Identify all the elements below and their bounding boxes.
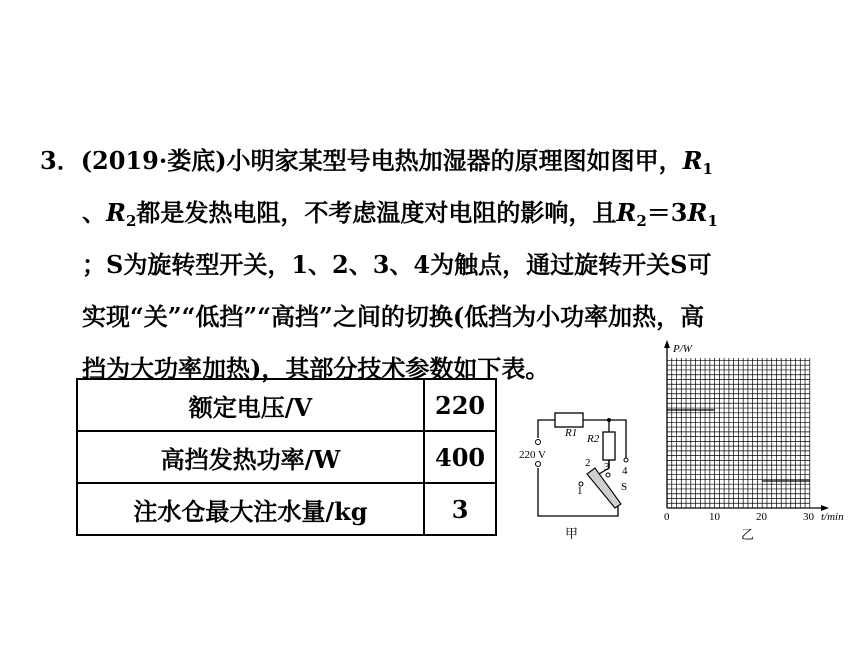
x-tick-label: 20 bbox=[756, 511, 767, 523]
table-cell-label: 额定电压/V bbox=[77, 379, 424, 431]
graph-caption: 乙 bbox=[741, 527, 755, 542]
question-number: 3． bbox=[40, 146, 81, 175]
contact-3 bbox=[606, 473, 610, 477]
table-cell-value: 400 bbox=[424, 431, 496, 483]
question-line-3: ；S为旋转型开关，1、2、3、4为触点，通过旋转开关S可 bbox=[82, 250, 712, 279]
question-line-5: 挡为大功率加热)，其部分技术参数如下表。 bbox=[82, 354, 550, 383]
table-cell-value: 3 bbox=[424, 483, 496, 535]
r2-label: R2 bbox=[587, 433, 600, 445]
r1-label: R1 bbox=[565, 427, 578, 439]
resistor-r2 bbox=[603, 432, 615, 460]
rotary-switch-s bbox=[587, 468, 621, 508]
question-line-1: 3．(2019·娄底)小明家某型号电热加湿器的原理图如图甲，$R_1$ bbox=[40, 146, 713, 178]
terminal-top bbox=[536, 440, 541, 445]
y-axis-arrow bbox=[664, 340, 670, 348]
contact-4-label: 4 bbox=[622, 465, 628, 477]
y-axis-label: P/W bbox=[673, 343, 692, 355]
contact-1-label: 1 bbox=[577, 485, 583, 497]
circuit-wire-4 bbox=[609, 420, 626, 458]
parameter-table bbox=[76, 378, 497, 536]
x-tick-label: 30 bbox=[803, 511, 814, 523]
x-axis-label: t/min bbox=[821, 511, 844, 523]
contact-2-label: 2 bbox=[585, 457, 591, 469]
question-line-4: 实现“关”“低挡”“高挡”之间的切换(低挡为小功率加热，高 bbox=[82, 302, 705, 331]
table-cell-value: 220 bbox=[424, 379, 496, 431]
table-row bbox=[77, 431, 496, 483]
contact-3-label: 3 bbox=[604, 461, 610, 473]
table-cell-label: 高挡发热功率/W bbox=[77, 431, 424, 483]
circuit-diagram bbox=[505, 398, 650, 546]
x-tick-label: 0 bbox=[664, 511, 670, 523]
terminal-bottom bbox=[536, 462, 541, 467]
table-row bbox=[77, 379, 496, 431]
x-tick-label: 10 bbox=[709, 511, 720, 523]
circuit-caption: 甲 bbox=[565, 526, 579, 541]
power-time-graph bbox=[655, 338, 855, 543]
switch-label: S bbox=[621, 481, 628, 493]
table-cell-label: 注水仓最大注水量/kg bbox=[77, 483, 424, 535]
junction-dot bbox=[607, 418, 611, 422]
graph-grid bbox=[667, 358, 810, 508]
resistor-r1 bbox=[555, 413, 583, 427]
question-line-2: 、$R_2$都是发热电阻，不考虑温度对电阻的影响，且$R_2=3R_1$ bbox=[82, 198, 718, 230]
table-row bbox=[77, 483, 496, 535]
voltage-label: 220 V bbox=[519, 449, 546, 461]
contact-4 bbox=[624, 458, 628, 462]
circuit-wire-top-left bbox=[538, 420, 555, 438]
